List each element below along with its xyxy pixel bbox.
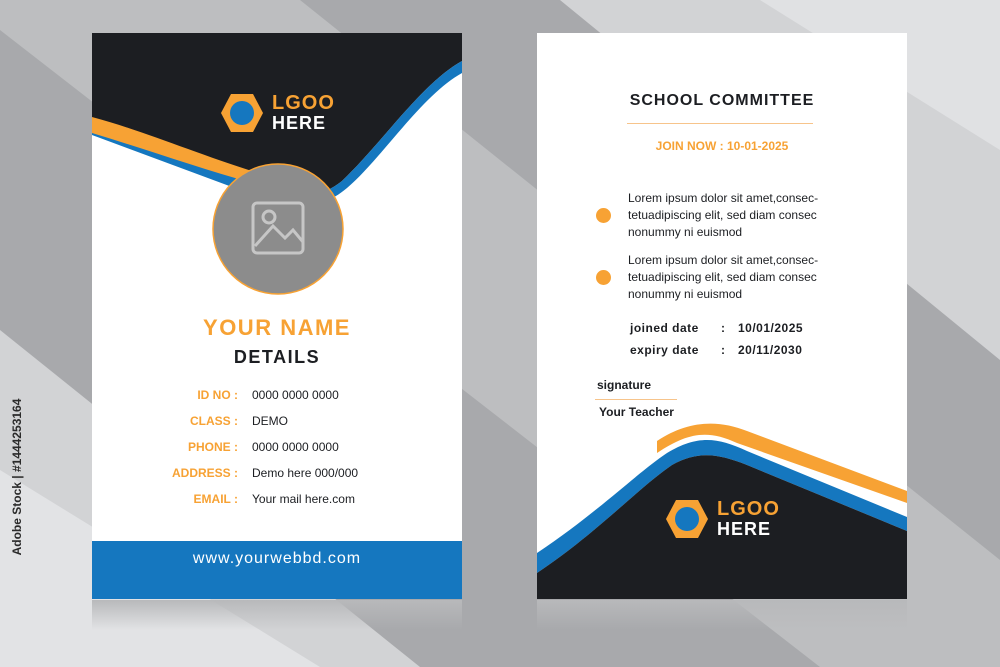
info-value: 0000 0000 0000 [252,440,339,454]
date-colon: : [721,343,726,357]
website-link[interactable]: www.yourwebbd.com [192,550,362,567]
id-card-back [537,33,907,599]
back-logo [665,497,780,541]
date-colon: : [721,321,726,335]
back-card-reflection [537,600,907,630]
logo-hexagon-icon [665,497,709,541]
paragraph-line: Lorem ipsum dolor sit amet,consec- [628,191,819,205]
logo-line1: LGOO [272,92,335,114]
logo-hexagon-icon [220,91,264,135]
date-value: 20/11/2030 [738,343,803,357]
paragraph-line: nonummy ni euismod [628,287,743,301]
paragraph-line: tetuadipiscing elit, sed diam consec [628,208,817,222]
date-value: 10/01/2025 [738,321,804,335]
info-label: EMAIL : [193,492,238,506]
holder-name: YOUR NAME [203,315,351,340]
info-label: ID NO : [197,388,238,402]
committee-title: SCHOOL COMMITTEE [629,92,815,109]
paragraph-line: tetuadipiscing elit, sed diam consec [628,270,817,284]
info-value: Your mail here.com [252,492,355,506]
paragraph-line: Lorem ipsum dolor sit amet,consec- [628,253,819,267]
front-logo [220,91,335,135]
info-label: PHONE : [187,440,238,454]
info-label: ADDRESS : [171,466,238,480]
info-row-id [92,388,462,408]
photo-placeholder [211,162,345,296]
info-row-address [92,466,462,486]
info-row-class [92,414,462,434]
paragraph-line: nonummy ni euismod [628,225,743,239]
id-card-front [92,33,462,599]
signature-label: signature [597,378,652,392]
info-value: Demo here 000/000 [252,466,359,480]
front-card-reflection [92,600,462,630]
info-row-phone [92,440,462,460]
logo-line1: LGOO [717,498,780,520]
info-value: DEMO [252,414,288,428]
teacher-label: Your Teacher [599,405,674,419]
info-label: CLASS : [190,414,238,428]
logo-line2: HERE [717,519,772,539]
date-label: expiry date [630,343,699,357]
date-label: joined date [630,321,699,335]
side-watermark: Adobe Stock | #1444253164 [10,398,24,556]
join-date-text: JOIN NOW : 10-01-2025 [655,139,789,153]
info-value: 0000 0000 0000 [252,388,339,402]
details-heading: DETAILS [233,347,321,367]
logo-line2: HERE [272,113,327,133]
info-row-email [92,492,462,512]
